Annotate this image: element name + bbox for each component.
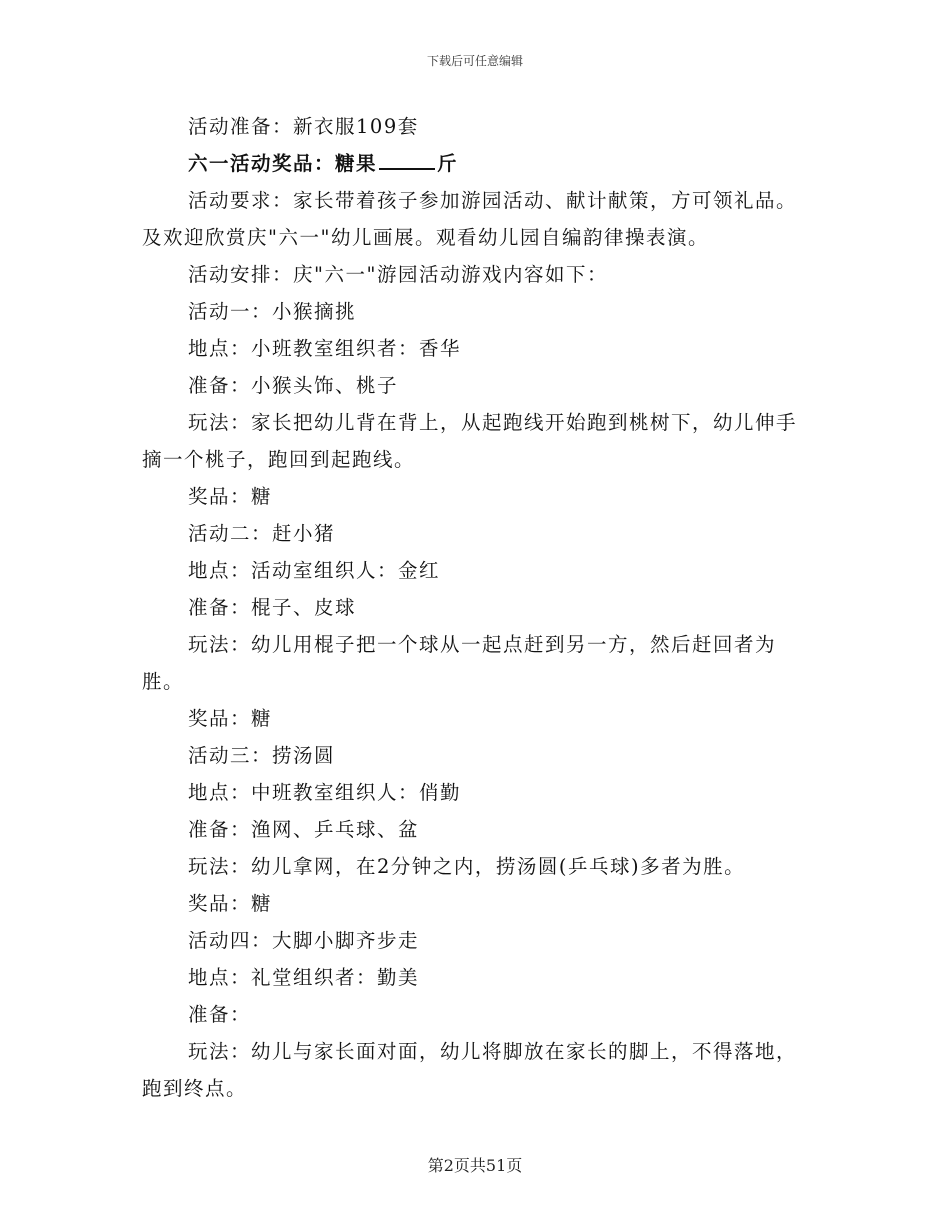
- page-footer: 第2页共51页: [427, 1156, 523, 1175]
- paragraph-activity-4-title: 活动四：大脚小脚齐步走: [188, 929, 420, 952]
- paragraph-activity-2-prize: 奖品：糖: [188, 707, 273, 730]
- paragraph-activity-2-title: 活动二：赶小猪: [188, 522, 336, 545]
- paragraph-activity-3-title: 活动三：捞汤圆: [188, 744, 336, 767]
- paragraph-activity-2-preparation: 准备：棍子、皮球: [188, 596, 357, 619]
- paragraph-arrangement: 活动安排：庆"六一"游园活动游戏内容如下：: [188, 263, 608, 286]
- paragraph-activity-1-rules: 玩法：家长把幼儿背在背上，从起跑线开始跑到桃树下，幼儿伸手摘一个桃子，跑回到起跑线。: [142, 411, 798, 471]
- paragraph-activity-4-preparation: 准备：: [188, 1003, 252, 1026]
- paragraph-activity-2-location: 地点：活动室组织人：金红: [188, 559, 441, 582]
- page-header: 下载后可任意编辑: [426, 54, 523, 68]
- document-body: [142, 108, 812, 1107]
- paragraph-activity-1-title: 活动一：小猴摘挑: [188, 300, 357, 323]
- paragraph-activity-3-location: 地点：中班教室组织人：俏勤: [188, 781, 462, 804]
- paragraph-activity-1-location: 地点：小班教室组织者：香华: [188, 337, 462, 360]
- prize-unit: 斤: [437, 152, 459, 175]
- paragraph-activity-1-preparation: 准备：小猴头饰、桃子: [188, 374, 399, 397]
- paragraph-activity-2-rules: 玩法：幼儿用棍子把一个球从一起点赶到另一方，然后赶回者为胜。: [142, 633, 777, 693]
- paragraph-activity-4-rules: 玩法：幼儿与家长面对面，幼儿将脚放在家长的脚上，不得落地，跑到终点。: [142, 1040, 798, 1100]
- paragraph-preparation: 活动准备：新衣服109套: [188, 115, 419, 138]
- paragraph-requirements: 活动要求：家长带着孩子参加游园活动、献计献策，方可领礼品。及欢迎欣赏庆"六一"幼儿画展。观看幼儿园自编韵律操表演。: [142, 189, 798, 249]
- fill-in-blank: [379, 150, 435, 170]
- paragraph-activity-1-prize: 奖品：糖: [188, 485, 273, 508]
- paragraph-prize: [142, 145, 812, 182]
- paragraph-activity-4-location: 地点：礼堂组织者：勤美: [188, 966, 420, 989]
- paragraph-activity-3-preparation: 准备：渔网、乒乓球、盆: [188, 818, 420, 841]
- paragraph-activity-3-rules: 玩法：幼儿拿网，在2分钟之内，捞汤圆(乒乓球)多者为胜。: [188, 855, 746, 878]
- paragraph-activity-3-prize: 奖品：糖: [188, 892, 273, 915]
- prize-label: 六一活动奖品：糖果: [188, 152, 378, 175]
